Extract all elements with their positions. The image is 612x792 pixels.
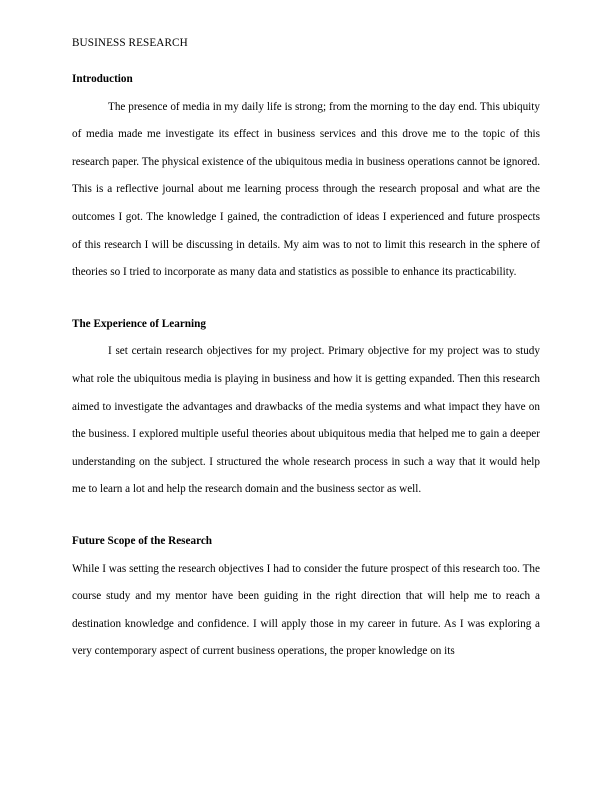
section-paragraph: I set certain research objectives for my project. Primary objective for my project was to study what role the ubiquitous media is playing in business and how it is getting expanded. Then this research aimed to investigate the advantages and drawbacks of the media systems and what impact they have on the business. I explored multiple useful theories about ubiquitous media that helped me to gain a deeper understanding on the subject. I structured the whole research process in such a way that it would help me to learn a lot and help the research domain and the business sector as well. [72, 345, 540, 496]
section-future-scope [72, 528, 540, 666]
document-body [72, 66, 540, 666]
section-heading: Introduction [72, 73, 133, 85]
section-paragraph: While I was setting the research objectives I had to consider the future prospect of this research too. The course study and my mentor have been guiding in the right direction that will help me to reach a destination knowledge and confidence. I will apply those in my career in future. As I was exploring a very contemporary aspect of current business operations, the proper knowledge on its [72, 562, 540, 658]
section-experience-of-learning [72, 311, 540, 504]
running-head: BUSINESS RESEARCH [72, 37, 188, 49]
section-heading: Future Scope of the Research [72, 534, 213, 547]
section-introduction [72, 66, 540, 287]
section-spacer [72, 287, 540, 311]
section-heading: The Experience of Learning [72, 317, 206, 330]
section-paragraph: The presence of media in my daily life is strong; from the morning to the day end. This ubiquity of media made me investigate its effect in business services and this drove me to the topic of this research paper. The physical existence of the ubiquitous media in business operations cannot be ignored. This is a reflective journal about me learning process through the research proposal and what are the outcomes I got. The knowledge I gained, the contradiction of ideas I experienced and future prospects of this research I will be discussing in details. My aim was to not to limit this research in the sphere of theories so I tried to incorporate as many data and statistics as possible to enhance its practicability. [72, 100, 540, 279]
section-spacer [72, 504, 540, 528]
